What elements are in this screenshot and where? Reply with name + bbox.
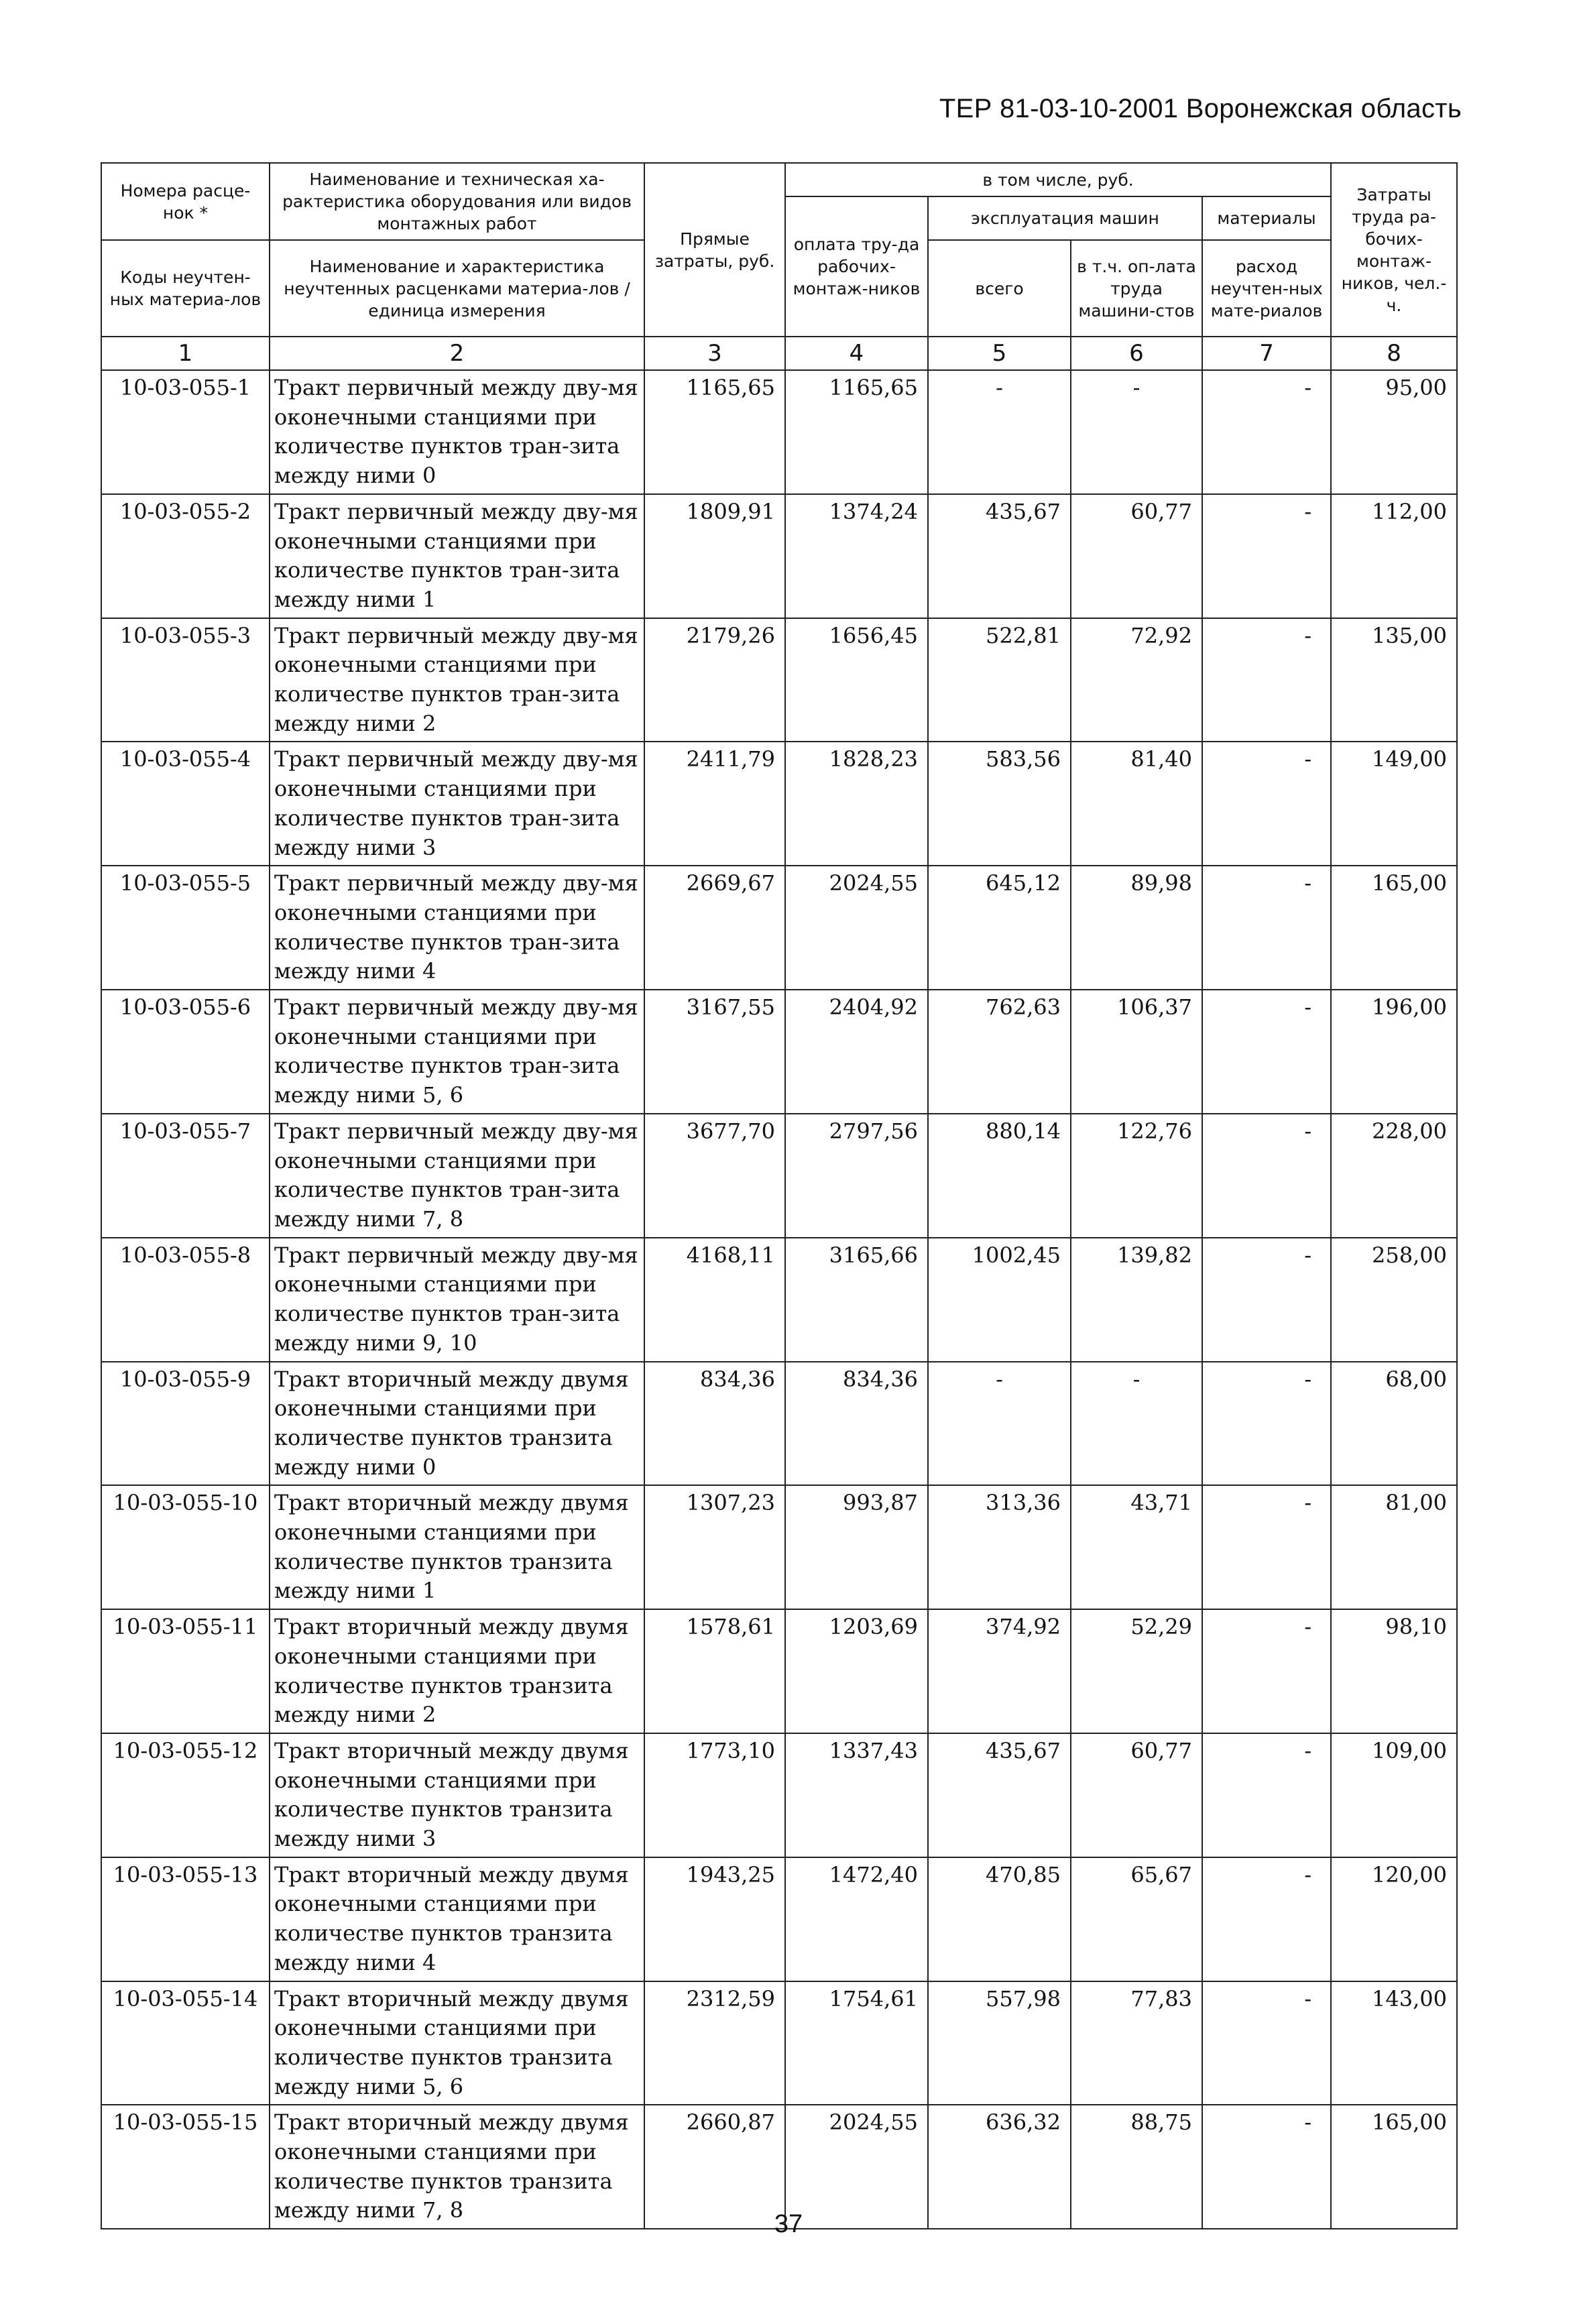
- worker-pay-cell: 1165,65: [785, 370, 928, 494]
- direct-costs-cell: 1578,61: [644, 1609, 785, 1733]
- work-name-cell: Тракт вторичный между двумя оконечными станциями при количестве пунктов транзита между ними 7, 8: [270, 2105, 644, 2229]
- labor-hours-cell: 165,00: [1331, 866, 1457, 990]
- direct-costs-cell: 1165,65: [644, 370, 785, 494]
- worker-pay-cell: 2024,55: [785, 866, 928, 990]
- machine-total-cell: 435,67: [928, 494, 1071, 618]
- worker-pay-cell: 1828,23: [785, 742, 928, 866]
- work-name-cell: Тракт первичный между дву-мя оконечными станциями при количестве пунктов тран-зита между ними 7, 8: [270, 1114, 644, 1238]
- labor-hours-cell: 149,00: [1331, 742, 1457, 866]
- header-worker-pay: оплата тру-да рабочих-монтаж-ников: [785, 196, 928, 337]
- direct-costs-cell: 2411,79: [644, 742, 785, 866]
- rate-code-cell: 10-03-055-5: [101, 866, 270, 990]
- worker-pay-cell: 3165,66: [785, 1238, 928, 1362]
- machine-total-cell: 636,32: [928, 2105, 1071, 2229]
- worker-pay-cell: 993,87: [785, 1485, 928, 1609]
- machine-total-cell: -: [928, 1362, 1071, 1486]
- table-row: [101, 1609, 1457, 1733]
- direct-costs-cell: 4168,11: [644, 1238, 785, 1362]
- machine-operator-pay-cell: 77,83: [1071, 1981, 1202, 2105]
- worker-pay-cell: 1754,61: [785, 1981, 928, 2105]
- labor-hours-cell: 228,00: [1331, 1114, 1457, 1238]
- machine-total-cell: 762,63: [928, 990, 1071, 1114]
- table-header: [101, 163, 1457, 370]
- header-rate-numbers: Номера расце-нок *: [101, 163, 270, 240]
- material-consumption-cell: -: [1202, 742, 1331, 866]
- machine-total-cell: 470,85: [928, 1857, 1071, 1981]
- header-direct-costs: Прямые затраты, руб.: [644, 163, 785, 337]
- machine-total-cell: -: [928, 370, 1071, 494]
- direct-costs-cell: 1809,91: [644, 494, 785, 618]
- material-consumption-cell: -: [1202, 1485, 1331, 1609]
- column-number: 5: [928, 337, 1071, 370]
- table-row: [101, 494, 1457, 618]
- machine-operator-pay-cell: 88,75: [1071, 2105, 1202, 2229]
- direct-costs-cell: 1307,23: [644, 1485, 785, 1609]
- work-name-cell: Тракт вторичный между двумя оконечными станциями при количестве пунктов транзита между ними 5, 6: [270, 1981, 644, 2105]
- labor-hours-cell: 95,00: [1331, 370, 1457, 494]
- work-name-cell: Тракт первичный между дву-мя оконечными станциями при количестве пунктов тран-зита между ними 9, 10: [270, 1238, 644, 1362]
- table-body: [101, 370, 1457, 2229]
- work-name-cell: Тракт первичный между дву-мя оконечными станциями при количестве пунктов тран-зита между ними 1: [270, 494, 644, 618]
- direct-costs-cell: 3167,55: [644, 990, 785, 1114]
- column-number: 7: [1202, 337, 1331, 370]
- direct-costs-cell: 3677,70: [644, 1114, 785, 1238]
- work-name-cell: Тракт первичный между дву-мя оконечными станциями при количестве пунктов тран-зита между ними 3: [270, 742, 644, 866]
- rate-code-cell: 10-03-055-9: [101, 1362, 270, 1486]
- material-consumption-cell: -: [1202, 2105, 1331, 2229]
- rate-code-cell: 10-03-055-13: [101, 1857, 270, 1981]
- machine-total-cell: 583,56: [928, 742, 1071, 866]
- machine-total-cell: 374,92: [928, 1609, 1071, 1733]
- machine-total-cell: 522,81: [928, 618, 1071, 742]
- column-number: 6: [1071, 337, 1202, 370]
- worker-pay-cell: 834,36: [785, 1362, 928, 1486]
- material-consumption-cell: -: [1202, 370, 1331, 494]
- material-consumption-cell: -: [1202, 1609, 1331, 1733]
- material-consumption-cell: -: [1202, 866, 1331, 990]
- column-number: 1: [101, 337, 270, 370]
- column-number: 4: [785, 337, 928, 370]
- column-number-row: [101, 337, 1457, 370]
- labor-hours-cell: 135,00: [1331, 618, 1457, 742]
- work-name-cell: Тракт вторичный между двумя оконечными станциями при количестве пунктов транзита между ними 3: [270, 1733, 644, 1857]
- worker-pay-cell: 1374,24: [785, 494, 928, 618]
- header-material-name: Наименование и характеристика неучтенных расценками материа-лов / единица измерения: [270, 240, 644, 337]
- machine-total-cell: 435,67: [928, 1733, 1071, 1857]
- material-consumption-cell: -: [1202, 1733, 1331, 1857]
- worker-pay-cell: 2404,92: [785, 990, 928, 1114]
- header-including-group: в том числе, руб.: [785, 163, 1331, 196]
- header-material-consumption: расход неучтен-ных мате-риалов: [1202, 240, 1331, 337]
- work-name-cell: Тракт вторичный между двумя оконечными станциями при количестве пунктов транзита между ними 0: [270, 1362, 644, 1486]
- rate-code-cell: 10-03-055-11: [101, 1609, 270, 1733]
- labor-hours-cell: 165,00: [1331, 2105, 1457, 2229]
- material-consumption-cell: -: [1202, 618, 1331, 742]
- machine-operator-pay-cell: 89,98: [1071, 866, 1202, 990]
- labor-hours-cell: 143,00: [1331, 1981, 1457, 2105]
- material-consumption-cell: -: [1202, 494, 1331, 618]
- labor-hours-cell: 109,00: [1331, 1733, 1457, 1857]
- direct-costs-cell: 834,36: [644, 1362, 785, 1486]
- column-number: 3: [644, 337, 785, 370]
- rate-code-cell: 10-03-055-15: [101, 2105, 270, 2229]
- work-name-cell: Тракт вторичный между двумя оконечными станциями при количестве пунктов транзита между ними 2: [270, 1609, 644, 1733]
- rate-code-cell: 10-03-055-14: [101, 1981, 270, 2105]
- machine-total-cell: 1002,45: [928, 1238, 1071, 1362]
- rate-code-cell: 10-03-055-12: [101, 1733, 270, 1857]
- work-name-cell: Тракт первичный между дву-мя оконечными станциями при количестве пунктов тран-зита между ними 0: [270, 370, 644, 494]
- worker-pay-cell: 2797,56: [785, 1114, 928, 1238]
- labor-hours-cell: 81,00: [1331, 1485, 1457, 1609]
- labor-hours-cell: 98,10: [1331, 1609, 1457, 1733]
- rate-code-cell: 10-03-055-3: [101, 618, 270, 742]
- worker-pay-cell: 1472,40: [785, 1857, 928, 1981]
- table-row: [101, 1733, 1457, 1857]
- rate-code-cell: 10-03-055-4: [101, 742, 270, 866]
- table-row: [101, 742, 1457, 866]
- machine-operator-pay-cell: -: [1071, 1362, 1202, 1486]
- labor-hours-cell: 196,00: [1331, 990, 1457, 1114]
- header-machine-total: всего: [928, 240, 1071, 337]
- table-row: [101, 1981, 1457, 2105]
- header-material-codes: Коды неучтен-ных материа-лов: [101, 240, 270, 337]
- rate-code-cell: 10-03-055-10: [101, 1485, 270, 1609]
- direct-costs-cell: 2312,59: [644, 1981, 785, 2105]
- price-table: [101, 162, 1458, 2229]
- machine-operator-pay-cell: 139,82: [1071, 1238, 1202, 1362]
- table-row: [101, 1114, 1457, 1238]
- direct-costs-cell: 1773,10: [644, 1733, 785, 1857]
- material-consumption-cell: -: [1202, 1238, 1331, 1362]
- direct-costs-cell: 2660,87: [644, 2105, 785, 2229]
- table-row: [101, 866, 1457, 990]
- rate-code-cell: 10-03-055-8: [101, 1238, 270, 1362]
- table-row: [101, 990, 1457, 1114]
- table-row: [101, 1857, 1457, 1981]
- machine-operator-pay-cell: 52,29: [1071, 1609, 1202, 1733]
- material-consumption-cell: -: [1202, 1114, 1331, 1238]
- table-row: [101, 1362, 1457, 1486]
- machine-operator-pay-cell: 60,77: [1071, 1733, 1202, 1857]
- material-consumption-cell: -: [1202, 1362, 1331, 1486]
- table-row: [101, 370, 1457, 494]
- worker-pay-cell: 1337,43: [785, 1733, 928, 1857]
- header-machine-operation: эксплуатация машин: [928, 196, 1202, 240]
- machine-operator-pay-cell: 60,77: [1071, 494, 1202, 618]
- machine-total-cell: 557,98: [928, 1981, 1071, 2105]
- table-row: [101, 1485, 1457, 1609]
- header-machine-operator-pay: в т.ч. оп-лата труда машини-стов: [1071, 240, 1202, 337]
- labor-hours-cell: 258,00: [1331, 1238, 1457, 1362]
- material-consumption-cell: -: [1202, 1857, 1331, 1981]
- worker-pay-cell: 2024,55: [785, 2105, 928, 2229]
- machine-operator-pay-cell: 122,76: [1071, 1114, 1202, 1238]
- direct-costs-cell: 2179,26: [644, 618, 785, 742]
- work-name-cell: Тракт первичный между дву-мя оконечными станциями при количестве пунктов тран-зита между ними 5, 6: [270, 990, 644, 1114]
- header-work-name: Наименование и техническая ха-рактеристика оборудования или видов монтажных работ: [270, 163, 644, 240]
- machine-operator-pay-cell: 65,67: [1071, 1857, 1202, 1981]
- table-row: [101, 618, 1457, 742]
- worker-pay-cell: 1203,69: [785, 1609, 928, 1733]
- page-header: ТЕР 81-03-10-2001 Воронежская область: [939, 94, 1462, 123]
- header-labor-hours: Затраты труда ра-бочих-монтаж-ников, чел.-ч.: [1331, 163, 1457, 337]
- machine-operator-pay-cell: 43,71: [1071, 1485, 1202, 1609]
- machine-total-cell: 645,12: [928, 866, 1071, 990]
- header-materials: материалы: [1202, 196, 1331, 240]
- machine-total-cell: 880,14: [928, 1114, 1071, 1238]
- rate-code-cell: 10-03-055-2: [101, 494, 270, 618]
- material-consumption-cell: -: [1202, 990, 1331, 1114]
- direct-costs-cell: 1943,25: [644, 1857, 785, 1981]
- machine-operator-pay-cell: 81,40: [1071, 742, 1202, 866]
- work-name-cell: Тракт первичный между дву-мя оконечными станциями при количестве пунктов тран-зита между ними 2: [270, 618, 644, 742]
- column-number: 2: [270, 337, 644, 370]
- rate-code-cell: 10-03-055-1: [101, 370, 270, 494]
- work-name-cell: Тракт вторичный между двумя оконечными станциями при количестве пунктов транзита между ними 4: [270, 1857, 644, 1981]
- rate-code-cell: 10-03-055-7: [101, 1114, 270, 1238]
- labor-hours-cell: 112,00: [1331, 494, 1457, 618]
- machine-operator-pay-cell: 106,37: [1071, 990, 1202, 1114]
- table-row: [101, 1238, 1457, 1362]
- labor-hours-cell: 68,00: [1331, 1362, 1457, 1486]
- material-consumption-cell: -: [1202, 1981, 1331, 2105]
- worker-pay-cell: 1656,45: [785, 618, 928, 742]
- machine-total-cell: 313,36: [928, 1485, 1071, 1609]
- labor-hours-cell: 120,00: [1331, 1857, 1457, 1981]
- page-number: 37: [774, 2210, 803, 2238]
- work-name-cell: Тракт первичный между дву-мя оконечными станциями при количестве пунктов тран-зита между ними 4: [270, 866, 644, 990]
- direct-costs-cell: 2669,67: [644, 866, 785, 990]
- machine-operator-pay-cell: -: [1071, 370, 1202, 494]
- rate-code-cell: 10-03-055-6: [101, 990, 270, 1114]
- machine-operator-pay-cell: 72,92: [1071, 618, 1202, 742]
- column-number: 8: [1331, 337, 1457, 370]
- work-name-cell: Тракт вторичный между двумя оконечными станциями при количестве пунктов транзита между ними 1: [270, 1485, 644, 1609]
